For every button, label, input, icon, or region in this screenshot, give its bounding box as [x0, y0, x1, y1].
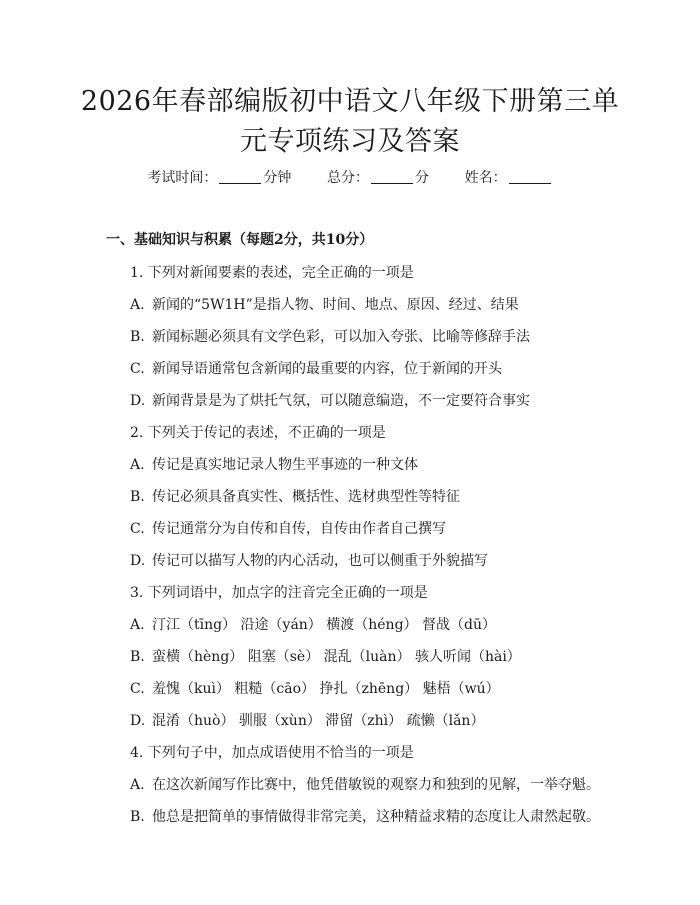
q1-option-c: C. 新闻导语通常包含新闻的最重要的内容，位于新闻的开头 [130, 361, 502, 377]
q1-option-b: B. 新闻标题必须具有文学色彩，可以加入夸张、比喻等修辞手法 [130, 329, 530, 345]
name-label: 姓名： [464, 170, 507, 186]
title-line-1: 2026年春部编版初中语文八年级下册第三单 [80, 86, 620, 117]
q1-option-d: D. 新闻背景是为了烘托气氛，可以随意编造，不一定要符合事实 [130, 393, 530, 409]
q4-option-a: A. 在这次新闻写作比赛中，他凭借敏锐的观察力和独到的见解，一举夺魁。 [130, 777, 600, 793]
q2-option-a: A. 传记是真实地记录人物生平事迹的一种文体 [130, 457, 418, 473]
q2-option-c: C. 传记通常分为自传和自传，自传由作者自己撰写 [130, 521, 446, 537]
q2-option-b: B. 传记必须具备真实性、概括性、选材典型性等特征 [130, 489, 460, 505]
q4-option-b: B. 他总是把简单的事情做得非常完美，这种精益求精的态度让人肃然起敬。 [130, 809, 600, 825]
exam-meta [0, 166, 700, 190]
time-label: 考试时间： [147, 170, 218, 186]
q3-option-a: A. 汀江（tīng） 沿途（yán） 横渡（héng） 督战（dū） [130, 617, 496, 633]
question-1-stem: 1. 下列对新闻要素的表述，完全正确的一项是 [130, 265, 414, 281]
q3-option-d: D. 混淆（huò） 驯服（xùn） 滞留（zhì） 疏懒（lǎn） [130, 713, 485, 729]
score-unit: 分 [415, 170, 429, 186]
name-blank [509, 167, 551, 184]
question-3-stem: 3. 下列词语中，加点字的注音完全正确的一项是 [130, 585, 428, 601]
question-2-stem: 2. 下列关于传记的表述，不正确的一项是 [130, 425, 386, 441]
time-blank [219, 167, 261, 184]
score-blank [371, 167, 413, 184]
q3-option-c: C. 羞愧（kuì） 粗糙（cāo） 挣扎（zhēng） 魅梧（wú） [130, 681, 500, 697]
q2-option-d: D. 传记可以描写人物的内心活动，也可以侧重于外貌描写 [130, 553, 488, 569]
time-unit: 分钟 [263, 170, 292, 186]
question-4-stem: 4. 下列句子中，加点成语使用不恰当的一项是 [130, 745, 414, 761]
q1-option-a: A. 新闻的“5W1H”是指人物、时间、地点、原因、经过、结果 [130, 297, 519, 313]
section-1-heading: 一、基础知识与积累（每题2分，共10分） [106, 232, 374, 248]
q3-option-b: B. 蛮横（hèng） 阻塞（sè） 混乱（luàn） 骇人听闻（hài） [130, 649, 521, 665]
title-line-2: 元专项练习及答案 [240, 126, 460, 157]
score-label: 总分： [327, 170, 369, 186]
